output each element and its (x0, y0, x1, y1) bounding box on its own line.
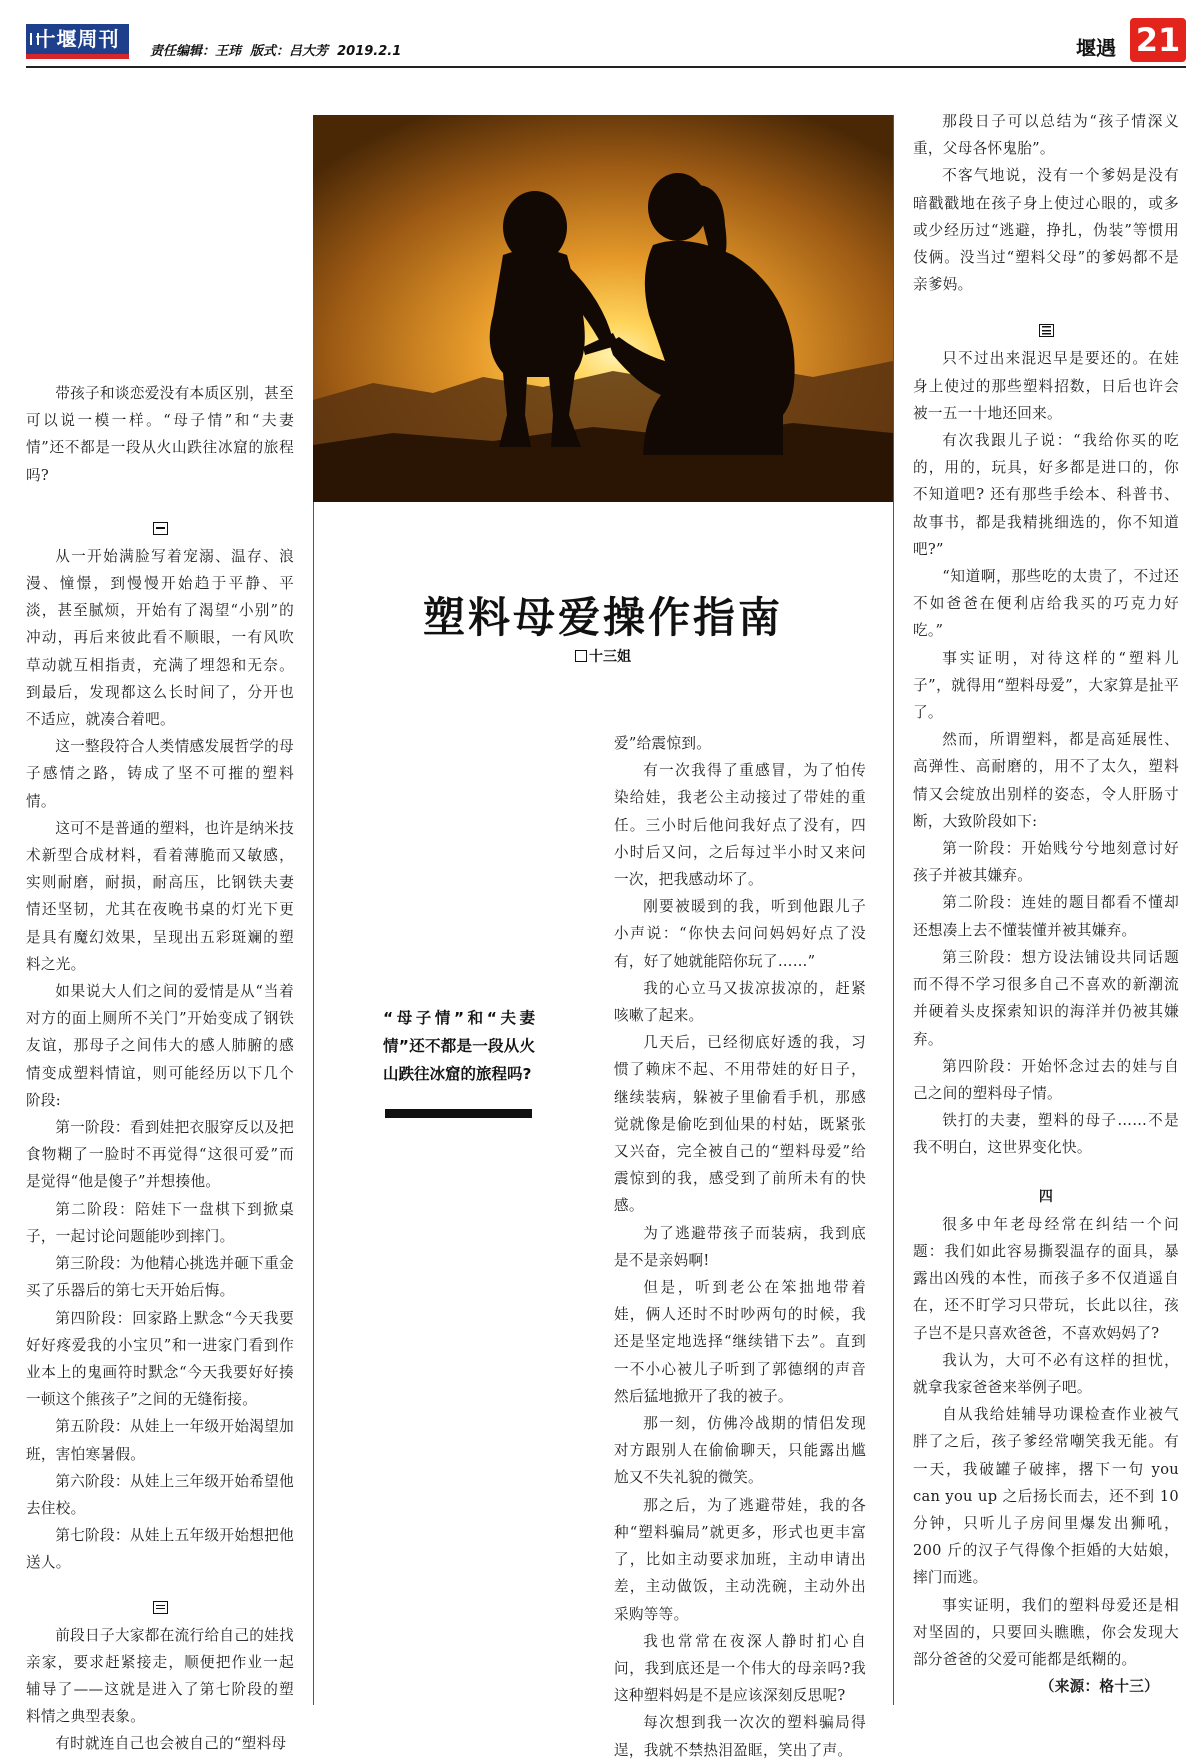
mother-child-sunset-silhouette-icon (313, 115, 893, 502)
section-marker-two-icon (26, 1595, 294, 1622)
paragraph: 这一整段符合人类情感发展哲学的母子感情之路，铸成了坚不可摧的塑料情。 (26, 738, 294, 810)
paragraph: 爱”给震惊到。 (614, 735, 712, 752)
paragraph: 第二阶段：陪娃下一盘棋下到掀桌子，一起讨论问题能吵到摔门。 (26, 1200, 294, 1245)
paragraph: 这可不是普通的塑料，也许是纳米技术新型合成材料，看着薄脆而又敏感，实则耐磨，耐损，耐高压，比钢铁夫妻情还坚韧，尤其在夜晚书桌的灯光下更是具有魔幻效果，呈现出五彩斑斓的塑料之光。 (26, 819, 294, 973)
paragraph: 那段日子可以总结为“孩子情深义重，父母各怀鬼胎”。 (913, 113, 1179, 158)
paragraph: 第一阶段：看到娃把衣服穿反以及把食物糊了一脸时不再觉得“这很可爱”而是觉得“他是傻子”并想揍他。 (26, 1119, 294, 1191)
paragraph: 第七阶段：从娃上五年级开始想把他送人。 (26, 1527, 294, 1572)
paragraph: 第三阶段：想方设法铺设共同话题而不得不学习很多自己不喜欢的新潮流并硬着头皮探索知识的海洋并仍被其嫌弃。 (913, 948, 1179, 1048)
paragraph: 但是，听到老公在笨拙地带着娃，俩人还时不时吵两句的时候，我还是坚定地选择“继续错下去”。直到一不小心被儿子听到了郭德纲的声音然后猛地掀开了我的被子。 (614, 1279, 866, 1405)
paragraph: 我也常常在夜深人静时扪心自问，我到底还是一个伟大的母亲吗?我这种塑料妈是不是应该深刻反思呢? (614, 1632, 866, 1705)
paragraph: 带孩子和谈恋爱没有本质区别，甚至可以说一模一样。“母子情”和“夫妻情”还不都是一段从火山跌往冰窟的旅程吗? (26, 385, 294, 484)
author-name: 十三姐 (589, 649, 631, 665)
paragraph: 有一次我得了重感冒，为了怕传染给娃，我老公主动接过了带娃的重任。三小时后他问我好点了没有，四小时后又问，之后每过半小时又来问一次，把我感动坏了。 (614, 762, 866, 889)
section-marker-three-icon (913, 318, 1179, 345)
paragraph: 刚要被暖到的我，听到他跟儿子小声说：“你快去问问妈妈好点了没有，好了她就能陪你玩了……” (614, 898, 866, 970)
column-right (913, 108, 1179, 1700)
paragraph: 不客气地说，没有一个爹妈是没有暗戳戳地在孩子身上使过心眼的，或多或少经历过“逃避，挣扎，伪装”等惯用伎俩。没当过“塑料父母”的爹妈都不是亲爹妈。 (913, 167, 1179, 294)
paragraph: 我的心立马又拔凉拔凉的，赶紧咳嗽了起来。 (614, 979, 866, 1025)
masthead-mark-icon (30, 33, 39, 45)
section-name: 堰遇 (1076, 36, 1116, 60)
article-photo (313, 115, 893, 502)
paragraph: 我认为，大可不必有这样的担忧，就拿我家爸爸来举例子吧。 (913, 1351, 1179, 1396)
paragraph: 第六阶段：从娃上三年级开始希望他去住校。 (26, 1472, 294, 1517)
article-source: （来源：格十三） (1039, 1678, 1159, 1696)
paragraph: 第四阶段：开始怀念过去的娃与自己之间的塑料母子情。 (913, 1057, 1179, 1102)
page-number: 21 (1130, 18, 1186, 62)
section-marker-four: 四 (1038, 1188, 1054, 1205)
paragraph: 前段日子大家都在流行给自己的娃找亲家，要求赶紧接走，顺便把作业一起辅导了——这就是进入了第七阶段的塑料情之典型表象。 (26, 1626, 294, 1726)
paragraph: 如果说大人们之间的爱情是从“当着对方的面上厕所不关门”开始变成了钢铁友谊，那母子之间伟大的感人肺腑的感情变成塑料情谊，则可能经历以下几个阶段: (26, 983, 294, 1109)
paragraph: 然而，所谓塑料，都是高延展性、高弹性、高耐磨的，用不了太久，塑料情又会绽放出别样的姿态，令人肝肠寸断，大致阶段如下: (913, 731, 1179, 830)
paragraph: 有次我跟儿子说：“我给你买的吃的，用的，玩具，好多都是进口的，你不知道吧? 还有那些手绘本、科普书、故事书，都是我精挑细选的，你不知道吧?” (913, 432, 1179, 558)
paragraph: 第四阶段：回家路上默念“今天我要好好疼爱我的小宝贝”和一进家门看到作业本上的鬼画符时默念“今天我要好好揍一顿这个熊孩子”之间的无缝衔接。 (26, 1309, 294, 1409)
paragraph: 为了逃避带孩子而装病，我到底是不是亲妈啊! (614, 1224, 866, 1269)
header-rule (26, 66, 1186, 68)
pull-quote-bar (385, 1109, 532, 1118)
paragraph: 那一刻，仿佛冷战期的情侣发现对方跟别人在偷偷聊天，只能露出尴尬又不失礼貌的微笑。 (614, 1415, 866, 1487)
paragraph: 自从我给娃辅导功课检查作业被气胖了之后，孩子爹经常嘲笑我无能。有一天，我破罐子破摔，撂下一句 you can you up 之后扬长而去，还不到 10 分钟，只听儿子房间里爆发出狮吼，200 斤的汉子气得像个拒婚的大姑娘，摔门而逃。 (913, 1406, 1179, 1587)
paragraph: 那之后，为了逃避带娃，我的各种“塑料骗局”就更多，形式也更丰富了，比如主动要求加班，主动申请出差，主动做饭，主动洗碗，主动外出采购等等。 (614, 1496, 866, 1623)
paragraph: “知道啊，那些吃的太贵了，不过还不如爸爸在便利店给我买的巧克力好吃。” (913, 568, 1179, 640)
page-header (26, 18, 1186, 68)
paragraph: 铁打的夫妻，塑料的母子……不是我不明白，这世界变化快。 (913, 1112, 1179, 1157)
paragraph: 第三阶段：为他精心挑选并砸下重金买了乐器后的第七天开始后悔。 (26, 1255, 294, 1300)
paragraph: 每次想到我一次次的塑料骗局得逞，我就不禁热泪盈眶，笑出了声。 (614, 1714, 866, 1759)
section-marker-one-icon (26, 516, 294, 543)
pull-quote: “母子情”和“夫妻情”还不都是一段从火山跌往冰窟的旅程吗? (383, 1009, 535, 1083)
paragraph: 第二阶段：连娃的题目都看不懂却还想凑上去不懂装懂并被其嫌弃。 (913, 894, 1179, 939)
editor-credits: 责任编辑：王玮 版式：吕大芳 2019.2.1 (150, 44, 402, 59)
paragraph: 第一阶段：开始贱兮兮地刻意讨好孩子并被其嫌弃。 (913, 840, 1179, 885)
masthead-title: 十堰周刊 (35, 27, 120, 51)
column-left (26, 380, 294, 1758)
article-title: 塑料母爱操作指南 (422, 593, 783, 642)
paragraph: 从一开始满脸写着宠溺、温存、浪漫、憧憬，到慢慢开始趋于平静、平淡，甚至腻烦，开始有了渴望“小别”的冲动，再后来彼此看不顺眼，一有风吹草动就互相指责，充满了埋怨和无奈。到最后，发现都这么长时间了，分开也不适应，就凑合着吧。 (26, 547, 294, 729)
paragraph: 事实证明，我们的塑料母爱还是相对坚固的，只要回头瞧瞧，你会发现大部分爸爸的父爱可能都是纸糊的。 (913, 1596, 1179, 1668)
column-rule-right (893, 115, 894, 1705)
byline-box-icon (575, 650, 587, 662)
paragraph: 几天后，已经彻底好透的我，习惯了赖床不起、不用带娃的好日子，继续装病，躲被子里偷看手机，那感觉就像是偷吃到仙果的村姑，既紧张又兴奋，完全被自己的“塑料母爱”给震惊到的我，感受到了前所未有的快感。 (614, 1034, 866, 1215)
paragraph: 只不过出来混迟早是要还的。在娃身上使过的那些塑料招数，日后也许会被一五一十地还回来。 (913, 350, 1179, 422)
paragraph: 有时就连自己也会被自己的“塑料母 (55, 1735, 287, 1753)
paragraph: 很多中年老母经常在纠结一个问题：我们如此容易撕裂温存的面具，暴露出凶残的本性，而孩子多不仅逍遥自在，还不盯学习只带玩，长此以往，孩子岂不是只喜欢爸爸，不喜欢妈妈了? (913, 1215, 1179, 1342)
paragraph: 事实证明，对待这样的“塑料儿子”，就得用“塑料母爱”，大家算是扯平了。 (913, 649, 1179, 722)
column-middle (614, 730, 866, 1764)
masthead (26, 24, 129, 59)
paragraph: 第五阶段：从娃上一年级开始渴望加班，害怕寒暑假。 (26, 1418, 294, 1463)
byline (313, 646, 893, 666)
